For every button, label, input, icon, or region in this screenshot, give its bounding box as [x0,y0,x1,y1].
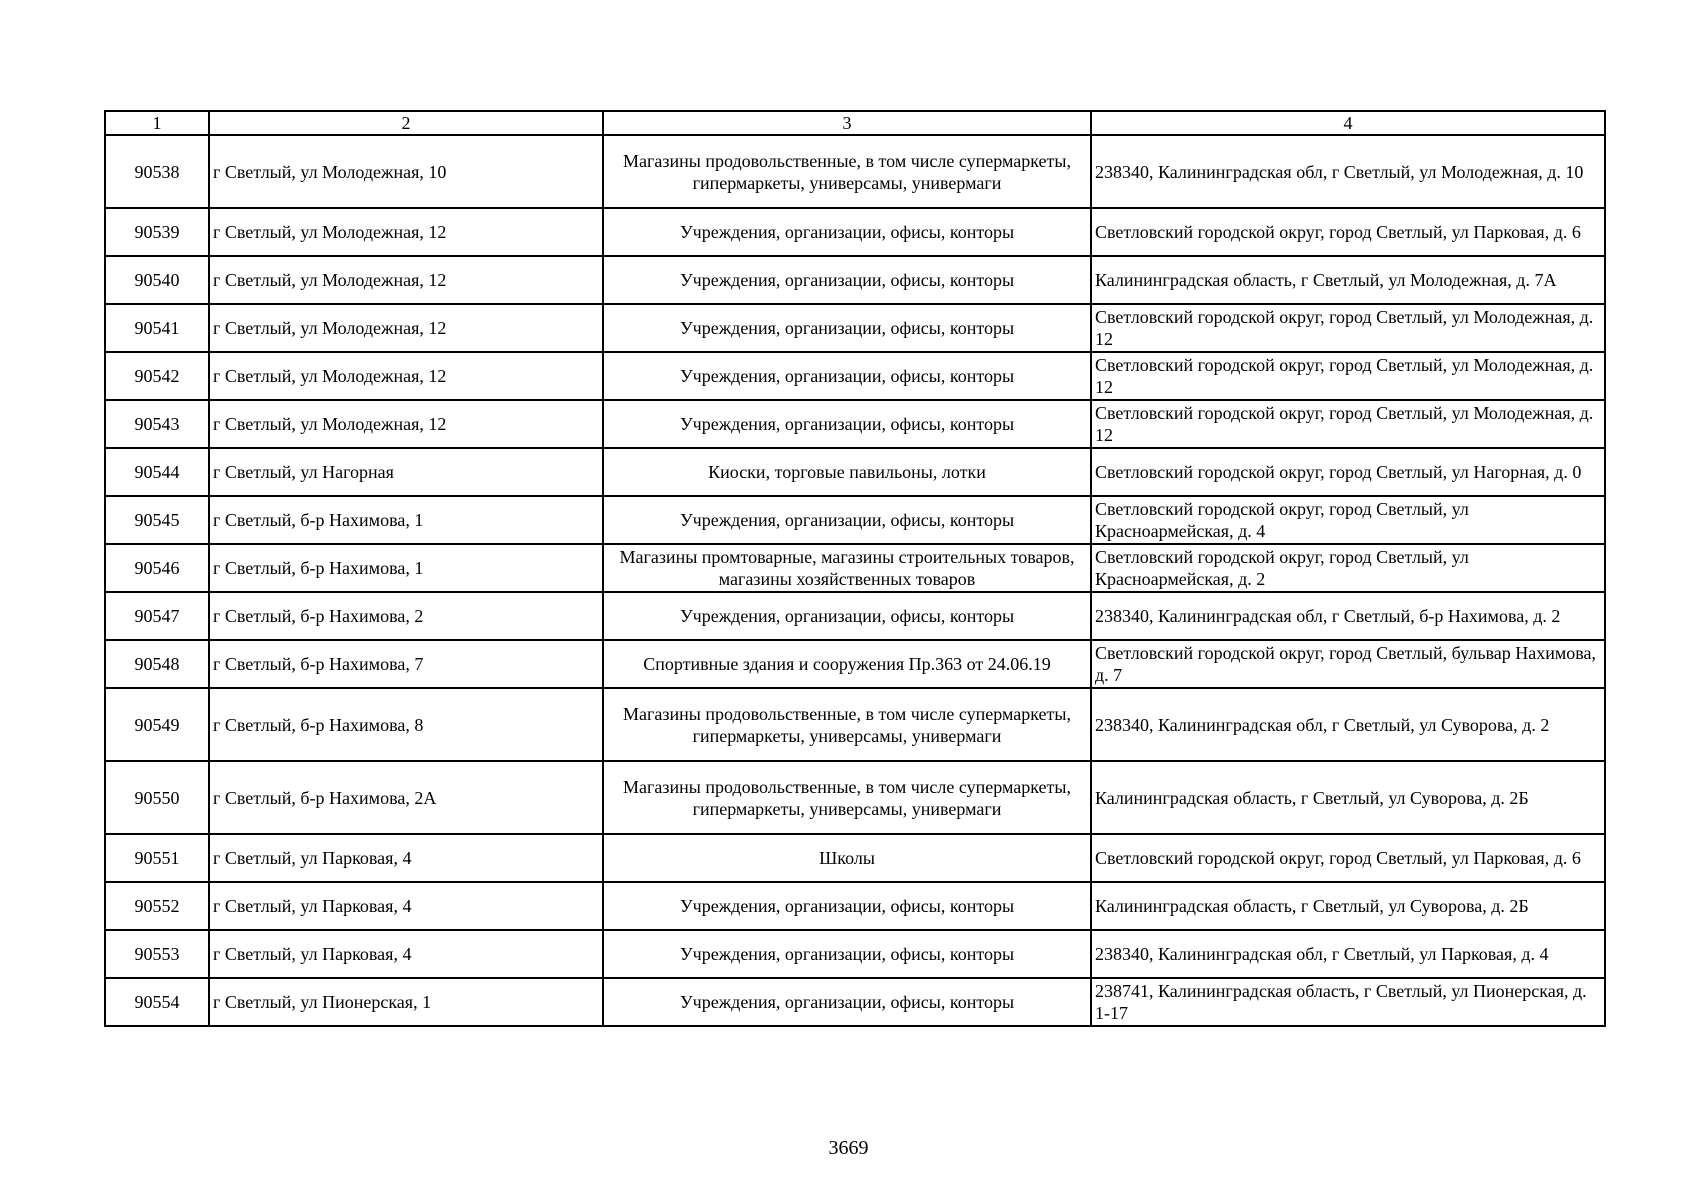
row-object-type: Магазины промтоварные, магазины строительных товаров, магазины хозяйственных товаров [603,544,1091,592]
row-id: 90540 [105,256,209,304]
row-id: 90542 [105,352,209,400]
table-row [105,135,1605,208]
row-address: г Светлый, ул Парковая, 4 [209,834,603,882]
row-location: Светловский городской округ, город Светлый, ул Красноармейская, д. 4 [1091,496,1605,544]
table-row [105,304,1605,352]
row-id: 90545 [105,496,209,544]
table-row [105,592,1605,640]
column-header-4: 4 [1091,111,1605,135]
row-id: 90552 [105,882,209,930]
row-address: г Светлый, б-р Нахимова, 8 [209,688,603,761]
row-object-type: Киоски, торговые павильоны, лотки [603,448,1091,496]
row-address: г Светлый, ул Молодежная, 12 [209,352,603,400]
row-id: 90546 [105,544,209,592]
row-object-type: Учреждения, организации, офисы, конторы [603,352,1091,400]
row-object-type: Магазины продовольственные, в том числе супермаркеты, гипермаркеты, универсамы, универмаги [603,688,1091,761]
row-location: 238340, Калининградская обл, г Светлый, ул Молодежная, д. 10 [1091,135,1605,208]
row-id: 90549 [105,688,209,761]
row-address: г Светлый, ул Пионерская, 1 [209,978,603,1026]
table-row [105,496,1605,544]
row-location: 238340, Калининградская обл, г Светлый, ул Суворова, д. 2 [1091,688,1605,761]
row-address: г Светлый, б-р Нахимова, 1 [209,544,603,592]
row-object-type: Магазины продовольственные, в том числе супермаркеты, гипермаркеты, универсамы, универмаги [603,761,1091,834]
row-id: 90550 [105,761,209,834]
table-row [105,834,1605,882]
row-object-type: Учреждения, организации, офисы, конторы [603,400,1091,448]
row-address: г Светлый, ул Молодежная, 10 [209,135,603,208]
row-id: 90548 [105,640,209,688]
row-address: г Светлый, ул Молодежная, 12 [209,256,603,304]
table-row [105,256,1605,304]
column-header-2: 2 [209,111,603,135]
row-location: Светловский городской округ, город Светлый, бульвар Нахимова, д. 7 [1091,640,1605,688]
table-row [105,688,1605,761]
row-object-type: Школы [603,834,1091,882]
row-location: 238340, Калининградская обл, г Светлый, б-р Нахимова, д. 2 [1091,592,1605,640]
row-object-type: Учреждения, организации, офисы, конторы [603,496,1091,544]
row-location: Светловский городской округ, город Светлый, ул Парковая, д. 6 [1091,834,1605,882]
row-address: г Светлый, ул Молодежная, 12 [209,304,603,352]
row-id: 90554 [105,978,209,1026]
row-id: 90553 [105,930,209,978]
table-row [105,208,1605,256]
row-object-type: Учреждения, организации, офисы, конторы [603,592,1091,640]
table-row [105,448,1605,496]
row-address: г Светлый, ул Молодежная, 12 [209,208,603,256]
row-address: г Светлый, ул Парковая, 4 [209,930,603,978]
row-location: Светловский городской округ, город Светлый, ул Красноармейская, д. 2 [1091,544,1605,592]
row-address: г Светлый, ул Молодежная, 12 [209,400,603,448]
row-id: 90544 [105,448,209,496]
row-location: Светловский городской округ, город Светлый, ул Парковая, д. 6 [1091,208,1605,256]
row-location: Калининградская область, г Светлый, ул Суворова, д. 2Б [1091,761,1605,834]
row-object-type: Учреждения, организации, офисы, конторы [603,208,1091,256]
registry-table [104,110,1606,1027]
table-row [105,640,1605,688]
row-address: г Светлый, ул Нагорная [209,448,603,496]
row-object-type: Спортивные здания и сооружения Пр.363 от 24.06.19 [603,640,1091,688]
table-row [105,400,1605,448]
row-address: г Светлый, б-р Нахимова, 2 [209,592,603,640]
row-id: 90539 [105,208,209,256]
table-row [105,930,1605,978]
table-row [105,978,1605,1026]
row-location: Светловский городской округ, город Светлый, ул Молодежная, д. 12 [1091,352,1605,400]
column-header-1: 1 [105,111,209,135]
table-header-row [105,111,1605,135]
row-location: Калининградская область, г Светлый, ул Молодежная, д. 7А [1091,256,1605,304]
table-row [105,544,1605,592]
row-location: Светловский городской округ, город Светлый, ул Молодежная, д. 12 [1091,400,1605,448]
column-header-3: 3 [603,111,1091,135]
row-id: 90538 [105,135,209,208]
row-location: Светловский городской округ, город Светлый, ул Нагорная, д. 0 [1091,448,1605,496]
table-row [105,352,1605,400]
page-number: 3669 [828,1137,869,1159]
row-id: 90551 [105,834,209,882]
row-id: 90541 [105,304,209,352]
row-location: Светловский городской округ, город Светлый, ул Молодежная, д. 12 [1091,304,1605,352]
row-id: 90543 [105,400,209,448]
row-object-type: Учреждения, организации, офисы, конторы [603,882,1091,930]
row-object-type: Магазины продовольственные, в том числе супермаркеты, гипермаркеты, универсамы, универмаги [603,135,1091,208]
row-object-type: Учреждения, организации, офисы, конторы [603,304,1091,352]
row-object-type: Учреждения, организации, офисы, конторы [603,978,1091,1026]
row-address: г Светлый, б-р Нахимова, 7 [209,640,603,688]
row-location: Калининградская область, г Светлый, ул Суворова, д. 2Б [1091,882,1605,930]
row-object-type: Учреждения, организации, офисы, конторы [603,256,1091,304]
row-address: г Светлый, б-р Нахимова, 1 [209,496,603,544]
row-id: 90547 [105,592,209,640]
row-object-type: Учреждения, организации, офисы, конторы [603,930,1091,978]
row-address: г Светлый, б-р Нахимова, 2А [209,761,603,834]
table-row [105,761,1605,834]
table-row [105,882,1605,930]
row-address: г Светлый, ул Парковая, 4 [209,882,603,930]
row-location: 238741, Калининградская область, г Светлый, ул Пионерская, д. 1-17 [1091,978,1605,1026]
row-location: 238340, Калининградская обл, г Светлый, ул Парковая, д. 4 [1091,930,1605,978]
